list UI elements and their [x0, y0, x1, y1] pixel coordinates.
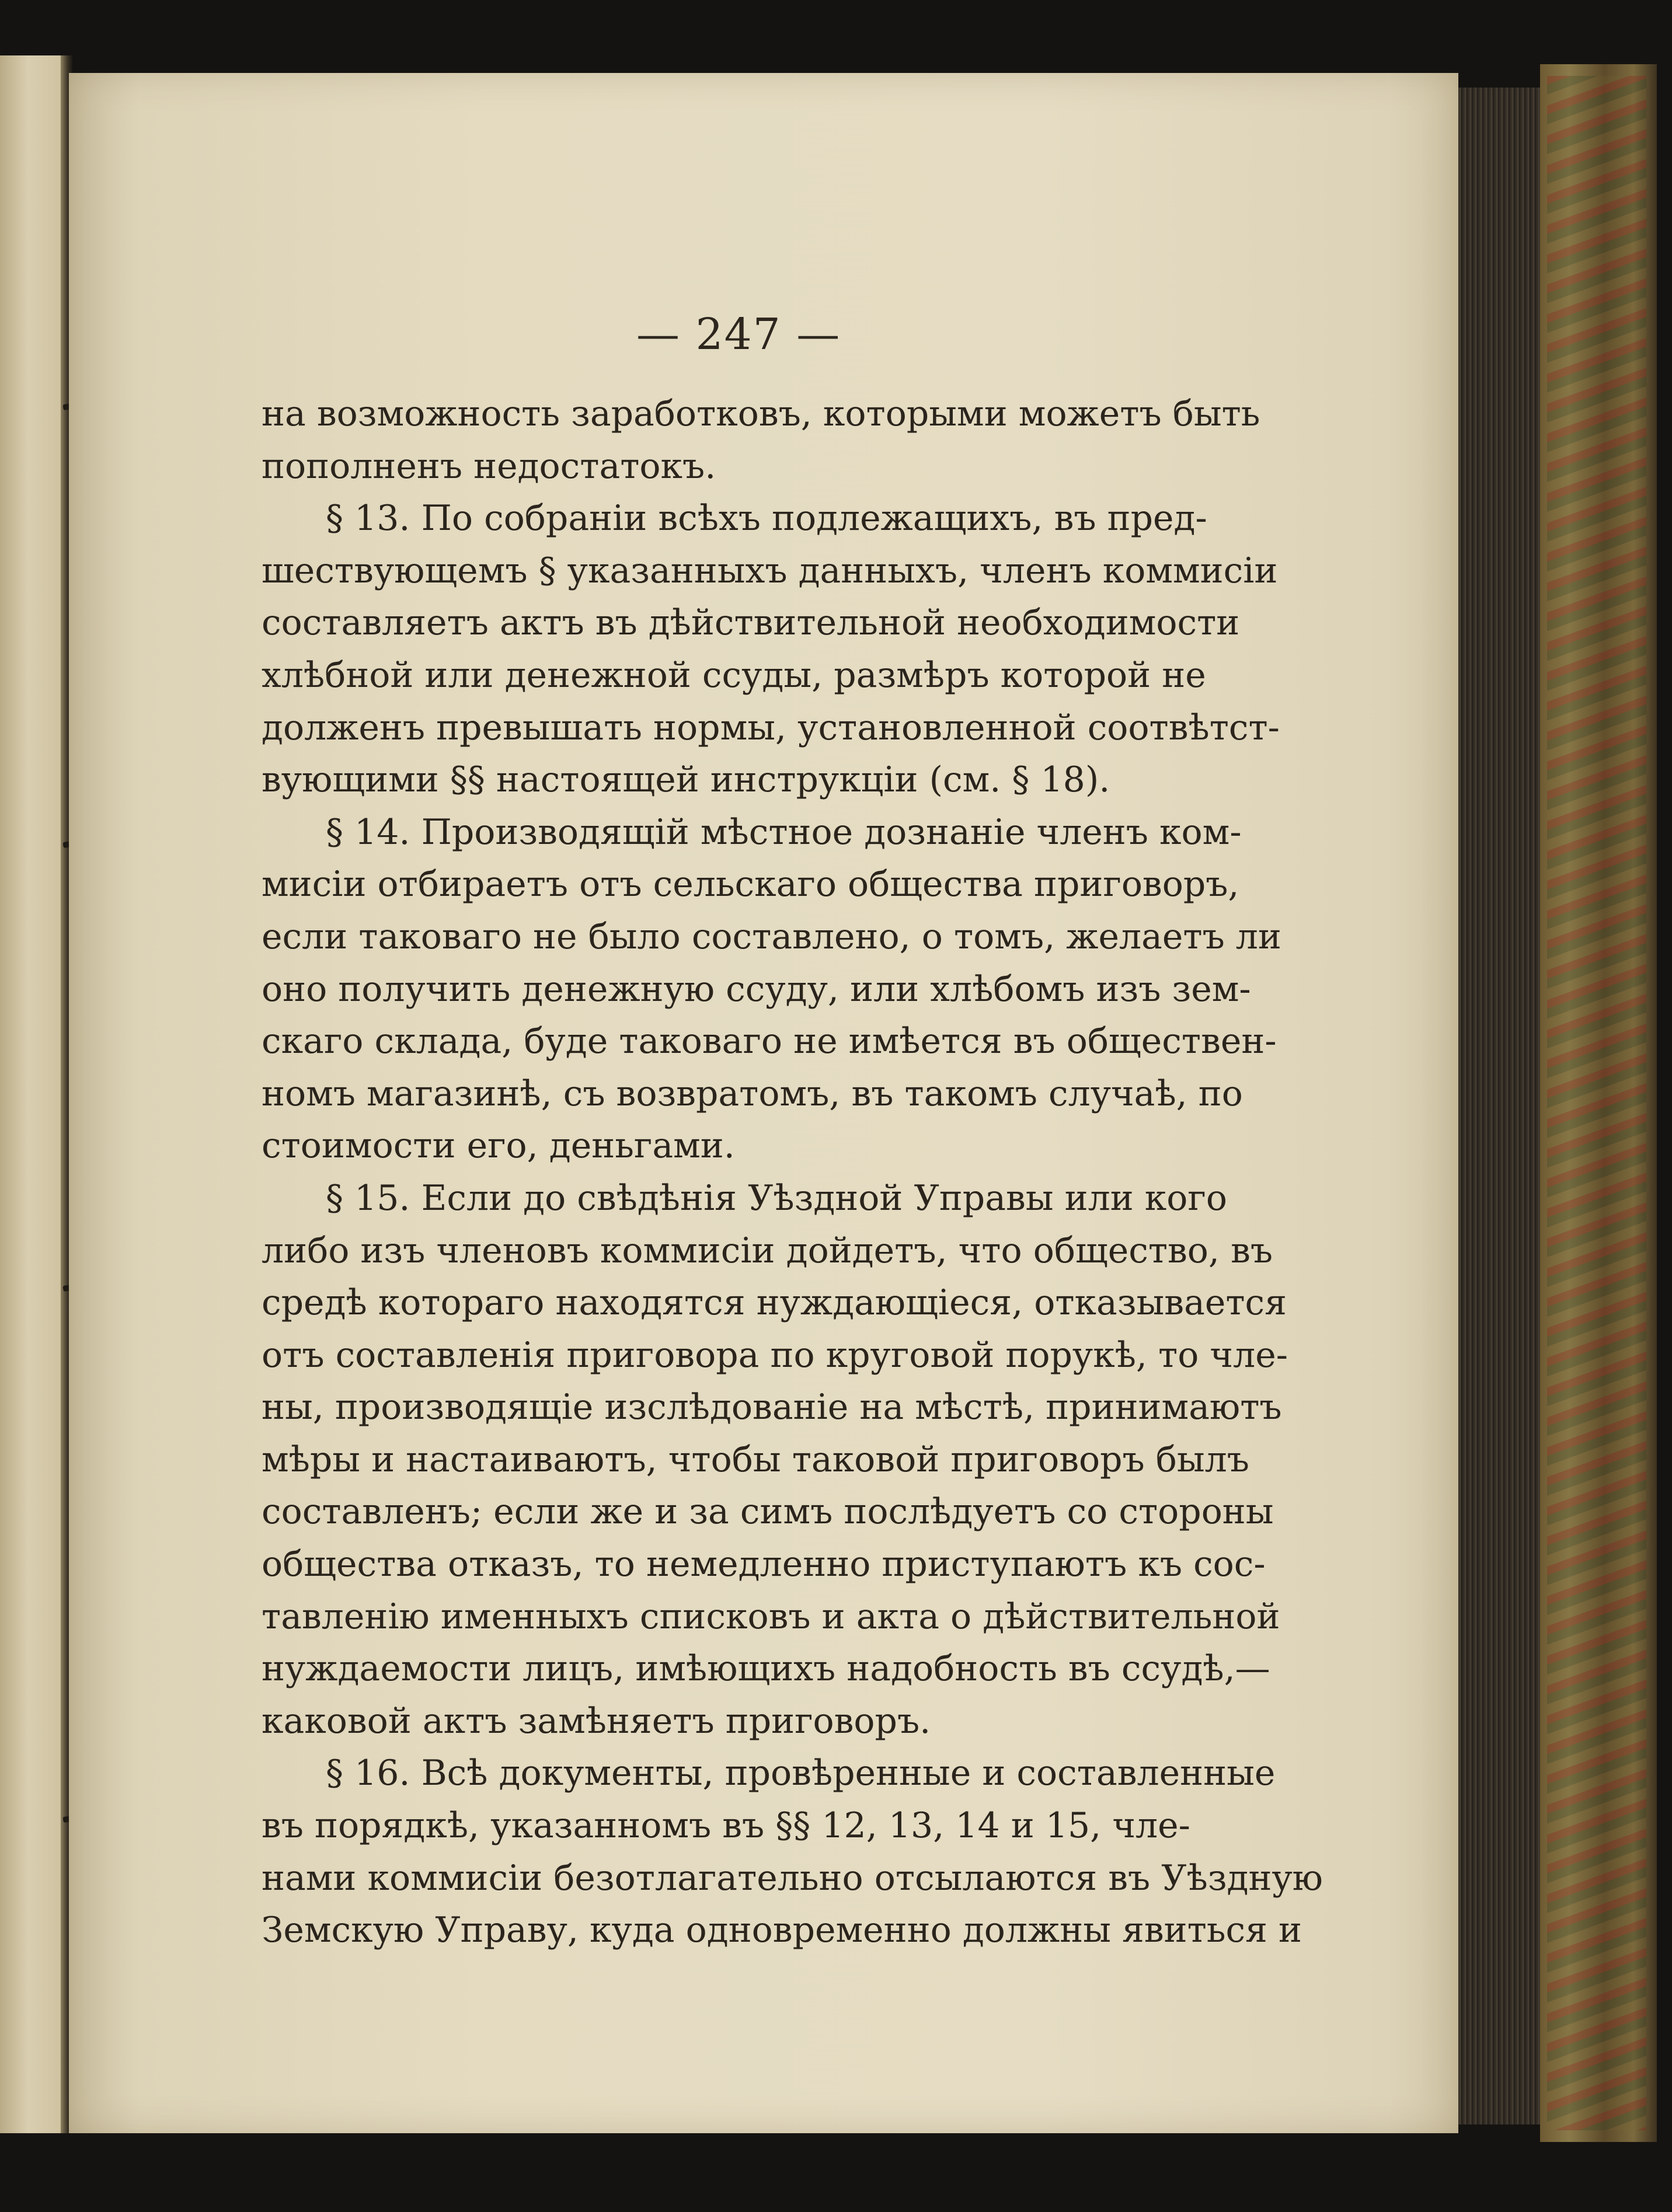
- text-line: нуждаемости лицъ, имѣющихъ надобность въ ссудѣ,—: [262, 1648, 1270, 1690]
- text-line: § 15. Если до свѣдѣнія Уѣздной Управы или кого: [326, 1177, 1227, 1219]
- previous-page-edge: [0, 55, 70, 2133]
- text-line: пополненъ недостатокъ.: [262, 445, 716, 487]
- text-line: скаго склада, буде таковаго не имѣется въ обществен-: [262, 1021, 1277, 1062]
- text-line: нами коммисіи безотлагательно отсылаются въ Уѣздную: [262, 1857, 1323, 1899]
- page-fore-edge: [1458, 88, 1540, 2124]
- text-line: хлѣбной или денежной ссуды, размѣръ которой не: [262, 654, 1206, 696]
- text-line: каковой актъ замѣняетъ приговоръ.: [262, 1700, 931, 1742]
- text-line: тавленію именныхъ списковъ и акта о дѣйствительной: [262, 1596, 1280, 1637]
- text-line: либо изъ членовъ коммисіи дойдетъ, что общество, въ: [262, 1230, 1273, 1271]
- text-line: средѣ котораго находятся нуждающіеся, отказывается: [262, 1282, 1287, 1324]
- text-line: вующими §§ настоящей инструкціи (см. § 18).: [262, 759, 1110, 801]
- text-line: § 16. Всѣ документы, провѣренные и составленные: [326, 1753, 1276, 1794]
- page-number: — 247 —: [636, 309, 841, 360]
- text-line: общества отказъ, то немедленно приступаютъ къ сос-: [262, 1544, 1266, 1585]
- text-line: шествующемъ § указанныхъ данныхъ, членъ коммисіи: [262, 550, 1278, 591]
- text-line: оно получить денежную ссуду, или хлѣбомъ изъ зем-: [262, 968, 1251, 1010]
- text-line: составленъ; если же и за симъ послѣдуетъ со стороны: [262, 1491, 1274, 1533]
- text-line: номъ магазинѣ, съ возвратомъ, въ такомъ случаѣ, по: [262, 1073, 1243, 1114]
- text-line: долженъ превышать нормы, установленной соотвѣтст-: [262, 707, 1280, 748]
- text-line: ны, производящіе изслѣдованіе на мѣстѣ, принимаютъ: [262, 1387, 1282, 1428]
- text-line: если таковаго не было составлено, о томъ, желаетъ ли: [262, 916, 1281, 957]
- text-line: въ порядкѣ, указанномъ въ §§ 12, 13, 14 и 15, чле-: [262, 1805, 1190, 1847]
- text-line: § 13. По собраніи всѣхъ подлежащихъ, въ пред-: [326, 498, 1207, 539]
- text-line: отъ составленія приговора по круговой порукѣ, то чле-: [262, 1334, 1288, 1376]
- body-text: [262, 388, 1323, 1957]
- cover-marbling: [1547, 76, 1646, 2130]
- text-line: мисіи отбираетъ отъ сельскаго общества приговоръ,: [262, 864, 1239, 905]
- text-line: § 14. Производящій мѣстное дознаніе членъ ком-: [326, 811, 1242, 853]
- text-line: составляетъ актъ въ дѣйствительной необходимости: [262, 602, 1240, 644]
- text-line: стоимости его, деньгами.: [262, 1125, 735, 1167]
- text-line: мѣры и настаиваютъ, чтобы таковой приговоръ былъ: [262, 1439, 1249, 1480]
- text-line: Земскую Управу, куда одновременно должны явиться и: [262, 1910, 1302, 1951]
- text-line: на возможность заработковъ, которыми можетъ быть: [262, 393, 1260, 434]
